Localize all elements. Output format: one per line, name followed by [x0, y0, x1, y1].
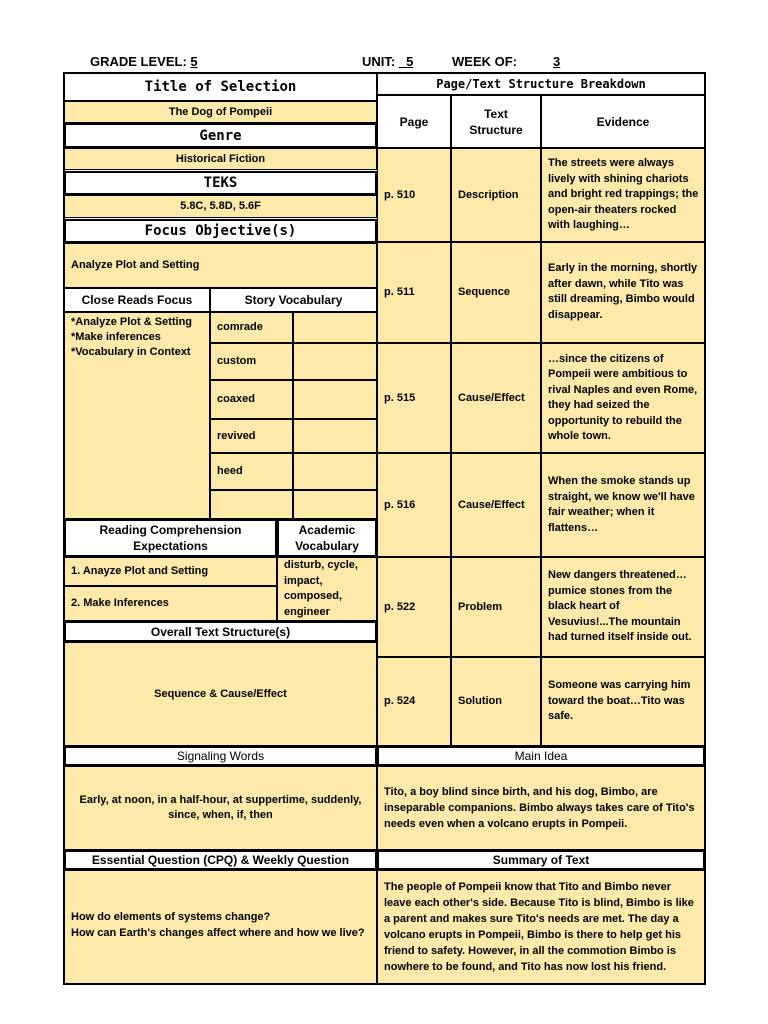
overall-structure-heading: Overall Text Structure(s) [64, 621, 377, 642]
grade-level [90, 53, 198, 70]
rce-heading: Reading Comprehension Expectations [64, 519, 277, 557]
vocab-definition-cell [293, 453, 377, 490]
main-idea-value: Tito, a boy blind since birth, and his dog, Bimbo, are inseparable companions. Bimbo always takes care of Tito's needs even when a volcano erupts in Pompeii. [377, 766, 705, 850]
academic-vocabulary-heading: Academic Vocabulary [277, 519, 377, 557]
vocab-word [210, 490, 293, 519]
row-page: p. 516 [377, 453, 451, 557]
unit-value: _5 [398, 54, 414, 69]
close-reads-item: *Make inferences [71, 331, 161, 343]
vocab-word: heed [210, 453, 293, 490]
rce-item: 1. Anayze Plot and Setting [64, 557, 277, 586]
col-header-page: Page [377, 95, 451, 148]
essential-question-heading: Essential Question (CPQ) & Weekly Question [64, 850, 377, 870]
main-idea-heading: Main Idea [377, 746, 705, 766]
vocab-definition-cell [293, 490, 377, 519]
row-structure: Sequence [451, 242, 541, 343]
week-of [452, 53, 593, 70]
vocab-definition-cell [293, 380, 377, 419]
rce-item: 2. Make Inferences [64, 586, 277, 621]
row-evidence: …since the citizens of Pompeii were ambitious to rival Naples and even Rome, they had seized the opportunity to rebuild the whole town. [541, 343, 705, 453]
summary-heading: Summary of Text [377, 850, 705, 870]
row-page: p. 522 [377, 557, 451, 657]
summary-value: The people of Pompeii know that Tito and Bimbo never leave each other's side. Because Tito is blind, Bimbo is like a parent and makes sure Tito's needs are met. The day a volcano erupts in Pompeii, Bimbo is there to help get his friend to safety. However, in all the commotion Bimbo is nowhere to be found, and Tito has now lost his friend. [377, 870, 705, 984]
focus-heading: Focus Objective(s) [64, 219, 377, 243]
row-evidence: Someone was carrying him toward the boat…Tito was safe. [541, 657, 705, 746]
academic-vocabulary-value: disturb, cycle, impact, composed, engineer [277, 557, 377, 621]
vocab-definition-cell [293, 419, 377, 453]
row-structure: Solution [451, 657, 541, 746]
breakdown-heading: Page/Text Structure Breakdown [377, 73, 705, 95]
grade-level-label: GRADE LEVEL: [90, 54, 187, 69]
col-header-structure: Text Structure [451, 95, 541, 148]
row-structure: Cause/Effect [451, 343, 541, 453]
close-reads-item: *Analyze Plot & Setting [71, 316, 193, 328]
genre-heading: Genre [64, 123, 377, 148]
grade-level-value: 5 [190, 54, 198, 69]
signaling-words-value: Early, at noon, in a half-hour, at suppertime, suddenly, since, when, if, then [64, 766, 377, 850]
close-reads-list [64, 312, 210, 519]
col-header-evidence: Evidence [541, 95, 705, 148]
vocab-word: comrade [210, 312, 293, 343]
close-reads-item: *Vocabulary in Context [71, 346, 191, 358]
title-heading: Title of Selection [64, 73, 377, 101]
vocab-definition-cell [293, 312, 377, 343]
overall-structure-value: Sequence & Cause/Effect [64, 642, 377, 746]
row-structure: Cause/Effect [451, 453, 541, 557]
row-structure: Problem [451, 557, 541, 657]
row-evidence: Early in the morning, shortly after dawn, while Tito was still dreaming, Bimbo would disappear. [541, 242, 705, 343]
essential-question-value [64, 870, 377, 984]
unit [362, 53, 419, 70]
row-page: p. 524 [377, 657, 451, 746]
genre-value: Historical Fiction [64, 148, 377, 170]
teks-heading: TEKS [64, 171, 377, 195]
vocab-word: coaxed [210, 380, 293, 419]
story-vocabulary-heading: Story Vocabulary [210, 288, 377, 312]
essential-question-line: How do elements of systems change? [71, 911, 271, 923]
week-of-value: 3 [553, 54, 561, 69]
weekly-question-line: How can Earth's changes affect where and how we live? [71, 927, 365, 939]
row-evidence: When the smoke stands up straight, we know we'll have fair weather; when it flattens… [541, 453, 705, 557]
row-evidence: New dangers threatened…pumice stones from the black heart of Vesuvius!...The mountain had turned itself inside out. [541, 557, 705, 657]
focus-value: Analyze Plot and Setting [64, 243, 377, 288]
close-reads-heading: Close Reads Focus [64, 288, 210, 312]
unit-label: UNIT: [362, 54, 396, 69]
row-page: p. 511 [377, 242, 451, 343]
row-evidence: The streets were always lively with shining chariots and bright red trappings; the open-air theaters rocked with laughing… [541, 148, 705, 242]
teks-value: 5.8C, 5.8D, 5.6F [64, 195, 377, 218]
signaling-words-heading: Signaling Words [64, 746, 377, 766]
row-structure: Description [451, 148, 541, 242]
week-of-label: WEEK OF: [452, 54, 517, 69]
row-page: p. 515 [377, 343, 451, 453]
vocab-word: revived [210, 419, 293, 453]
vocab-word: custom [210, 343, 293, 380]
title-value: The Dog of Pompeii [64, 101, 377, 123]
row-page: p. 510 [377, 148, 451, 242]
vocab-definition-cell [293, 343, 377, 380]
